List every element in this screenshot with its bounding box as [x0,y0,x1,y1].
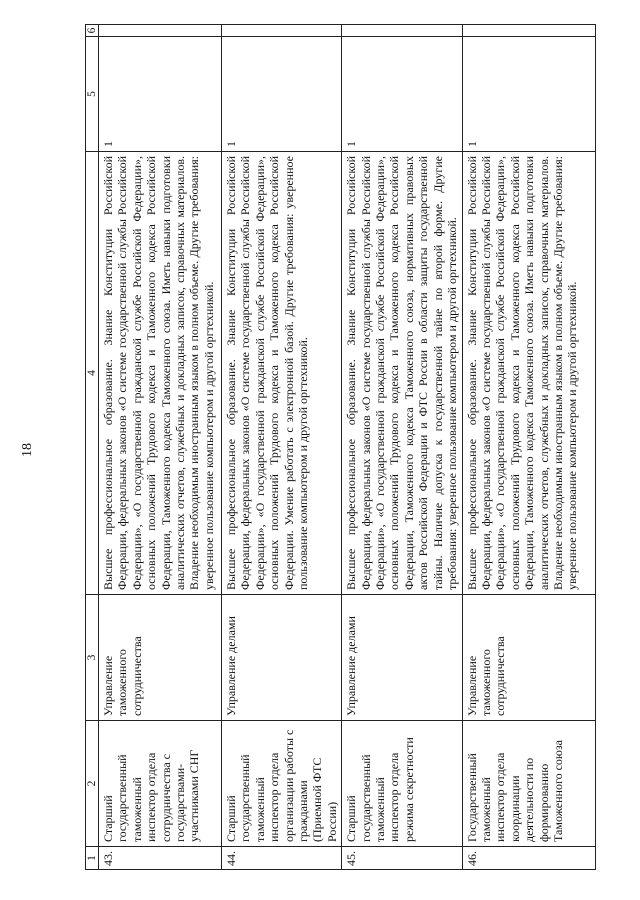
table-row [462,25,595,870]
header-col-4: 4 [86,152,99,595]
col6-cell [222,25,342,37]
table-header-row [86,25,99,870]
department: Управление делами [222,595,342,721]
vacancy-count: 1 [462,37,595,152]
page-number: 18 [20,443,35,457]
col6-cell [462,25,595,37]
header-col-2: 2 [86,721,99,847]
col6-cell [99,25,222,37]
header-col-1: 1 [86,847,99,870]
vacancy-table [85,24,596,870]
requirements: Высшее профессиональное образование. Знание Конституции Российской Федерации, федеральных законов «О системе государственной службы Российской Федерации», «О государственной гражданской службе Российской Федерации», основных положений Трудового кодекса и Таможенного кодекса Российской Федерации, Таможенного кодекса Таможенного союза, нормативных правовых актов Российской Федерации и ФТС России в области защиты государственной тайны. Наличие допуска к государственной тайне по второй форме. Другие требования: уверенное пользование компьютером и другой оргтехникой. [342,152,462,595]
header-col-5: 5 [86,37,99,152]
vacancy-count: 1 [222,37,342,152]
position-title: Старший государственный таможенный инспектор отдела режима секретности [342,721,462,847]
vacancy-count: 1 [342,37,462,152]
position-title: Государственный таможенный инспектор отдела координации деятельности по формированию Таможенного союза [462,721,595,847]
header-col-3: 3 [86,595,99,721]
department: Управление делами [342,595,462,721]
position-title: Старший государственный таможенный инспектор отдела сотрудничества с государствами-участниками СНГ [99,721,222,847]
table-row [99,25,222,870]
row-number: 44. [222,847,342,870]
position-title: Старший государственный таможенный инспектор отдела организации работы с гражданами (Приемной ФТС России) [222,721,342,847]
row-number: 43. [99,847,222,870]
department: Управление таможенного сотрудничества [462,595,595,721]
table-row [342,25,462,870]
table-row [222,25,342,870]
requirements: Высшее профессиональное образование. Знание Конституции Российской Федерации, федеральных законов «О системе государственной службы Российской Федерации», «О государственной гражданской службе Российской Федерации», основных положений Трудового кодекса и Таможенного кодекса Российской Федерации, Таможенного кодекса Таможенного союза. Иметь навыки подготовки аналитических отчетов, служебных и докладных записок, справочных материалов. Владение необходимым иностранным языком в полном объеме. Другие требования: уверенное пользование компьютером и другой оргтехникой. [462,152,595,595]
department: Управление таможенного сотрудничества [99,595,222,721]
requirements: Высшее профессиональное образование. Знание Конституции Российской Федерации, федеральных законов «О системе государственной службы Российской Федерации», «О государственной гражданской службе Российской Федерации», основных положений Трудового кодекса и Таможенного кодекса Российской Федерации, Таможенного кодекса Таможенного союза. Иметь навыки подготовки аналитических отчетов, служебных и докладных записок, справочных материалов. Владение необходимым иностранным языком в полном объеме. Другие требования: уверенное пользование компьютером и другой оргтехникой. [99,152,222,595]
row-number: 46. [462,847,595,870]
requirements: Высшее профессиональное образование. Знание Конституции Российской Федерации, федеральных законов «О системе государственной службы Российской Федерации», «О государственной гражданской службе Российской Федерации», основных положений Трудового кодекса и Таможенного кодекса Российской Федерации. Умение работать с электронной базой. Другие требования: уверенное пользование компьютером и другой оргтехникой. [222,152,342,595]
row-number: 45. [342,847,462,870]
col6-cell [342,25,462,37]
vacancy-count: 1 [99,37,222,152]
header-col-6: 6 [86,25,99,37]
